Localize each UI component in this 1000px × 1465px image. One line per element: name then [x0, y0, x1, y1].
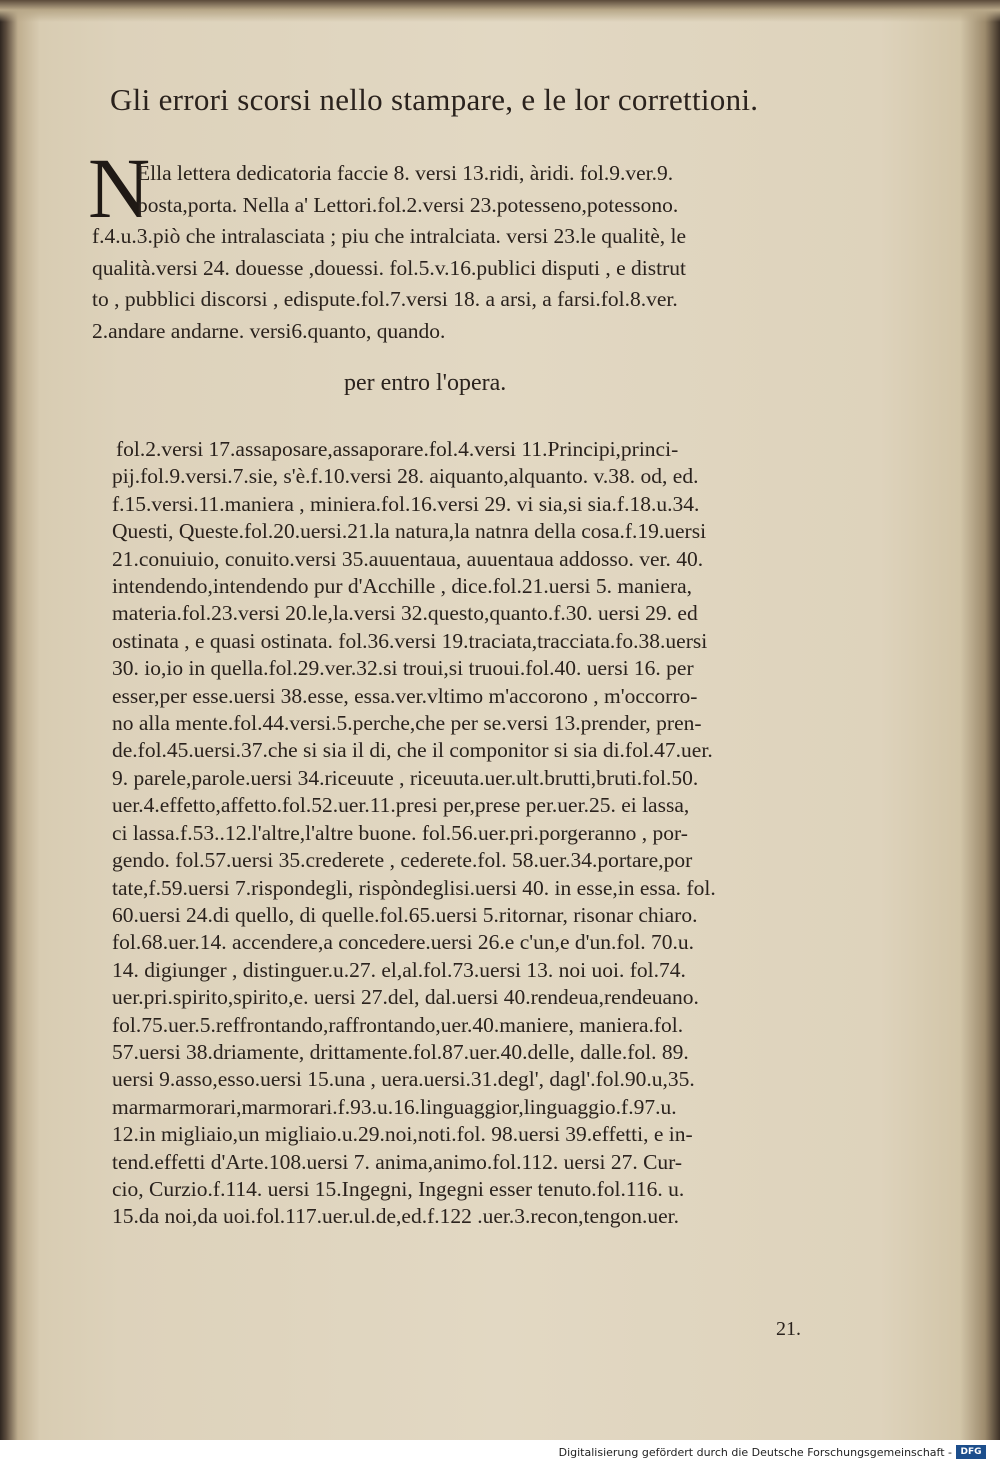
text-line: marmarmorari,marmorari.f.93.u.16.linguaggior,linguaggio.f.97.u.	[112, 1094, 677, 1119]
text-line: to , pubblici discorsi , edispute.fol.7.versi 18. a arsi, a farsi.fol.8.ver.	[92, 287, 678, 312]
text-line: Questi, Queste.fol.20.uersi.21.la natura,la natnra della cosa.f.19.uersi	[112, 519, 707, 544]
text-line: fol.75.uer.5.reffrontando,raffrontando,uer.40.maniere, maniera.fol.	[112, 1012, 684, 1037]
text-line: tend.effetti d'Arte.108.uersi 7. anima,animo.fol.112. uersi 27. Cur-	[112, 1149, 683, 1174]
drop-cap: N	[88, 140, 151, 236]
text-line: tate,f.59.uersi 7.rispondegli, rispòndeglisi.uersi 40. in esse,in essa. fol.	[112, 875, 716, 900]
text-line: cio, Curzio.f.114. uersi 15.Ingegni, Ingegni esser tenuto.fol.116. u.	[112, 1176, 685, 1201]
text-line: no alla mente.fol.44.versi.5.perche,che per se.versi 13.prender, pren-	[112, 711, 702, 736]
text-line: 9. parele,parole.uersi 34.riceuute , riceuuta.uer.ult.brutti,bruti.fol.50.	[112, 765, 699, 790]
text-line: intendendo,intendendo pur d'Acchille , dice.fol.21.uersi 5. maniera,	[112, 574, 693, 599]
errata-paragraph	[112, 436, 716, 1231]
text-line: 2.andare andarne. versi6.quanto, quando.	[92, 318, 446, 343]
text-line: posta,porta. Nella a' Lettori.fol.2.versi 23.potesseno,potessono.	[137, 192, 679, 217]
text-line: uersi 9.asso,esso.uersi 15.una , uera.uersi.31.degl', dagl'.fol.90.u,35.	[112, 1067, 695, 1092]
page-edge	[0, 0, 1000, 22]
text-line: 15.da noi,da uoi.fol.117.uer.ul.de,ed.f.122 .uer.3.recon,tengon.uer.	[112, 1204, 680, 1229]
text-line: f.15.versi.11.maniera , miniera.fol.16.versi 29. vi sia,si sia.f.18.u.34.	[112, 491, 700, 516]
text-line: de.fol.45.uersi.37.che si sia il di, che il componitor si sia di.fol.47.uer.	[112, 738, 713, 763]
text-line: materia.fol.23.versi 20.le,la.versi 32.questo,quanto.f.30. uersi 29. ed	[112, 601, 698, 626]
text-line: ci lassa.f.53..12.l'altre,l'altre buone. fol.56.uer.pri.porgeranno , por-	[112, 820, 688, 845]
text-line: fol.2.versi 17.assaposare,assaporare.fol.4.versi 11.Principi,princi-	[116, 437, 679, 461]
footer-credit: Digitalisierung gefördert durch die Deutsche Forschungsgemeinschaft -	[558, 1446, 952, 1459]
text-line: qualità.versi 24. douesse ,douessi. fol.5.v.16.publici disputi , e distrut	[92, 255, 686, 280]
text-line: 57.uersi 38.driamente, drittamente.fol.87.uer.40.delle, dalle.fol. 89.	[112, 1039, 689, 1064]
text-line: 60.uersi 24.di quello, di quelle.fol.65.uersi 5.ritornar, risonar chiaro.	[112, 902, 698, 927]
text-line: uer.4.effetto,affetto.fol.52.uer.11.presi per,prese per.uer.25. ei lassa,	[112, 793, 690, 818]
text-line: 30. io,io in quella.fol.29.ver.32.si troui,si truoui.fol.40. uersi 16. per	[112, 656, 694, 681]
text-line: 14. digiunger , distinguer.u.27. el,al.fol.73.uersi 13. noi uoi. fol.74.	[112, 957, 686, 982]
text-line: Ella lettera dedicatoria faccie 8. versi 13.ridi, àridi. fol.9.ver.9.	[137, 161, 674, 185]
text-line: esser,per esse.uersi 38.esse, essa.ver.vltimo m'accorono , m'occorro-	[112, 683, 698, 708]
text-line: gendo. fol.57.uersi 35.crederete , cederete.fol. 58.uer.34.portare,por	[112, 848, 693, 873]
text-line: 21.conuiuio, conuito.versi 35.auuentaua, auuentaua addosso. ver. 40.	[112, 546, 704, 571]
text-line: fol.68.uer.14. accendere,a concedere.uersi 26.e c'un,e d'un.fol. 70.u.	[112, 930, 695, 955]
page-number: 21.	[776, 1318, 801, 1340]
text-line: uer.pri.spirito,spirito,e. uersi 27.del, dal.uersi 40.rendeua,rendeuano.	[112, 985, 699, 1010]
dfg-logo: DFG	[956, 1445, 986, 1459]
page-title: Gli errori scorsi nello stampare, e le lor correttioni.	[110, 82, 759, 117]
intro-paragraph	[92, 158, 686, 348]
text-line: 12.in migliaio,un migliaio.u.29.noi,noti.fol. 98.uersi 39.effetti, e in-	[112, 1122, 693, 1147]
text-line: pij.fol.9.versi.7.sie, s'è.f.10.versi 28. aiquanto,alquanto. v.38. od, ed.	[112, 464, 699, 489]
text-line: f.4.u.3.piò che intralasciata ; piu che intralciata. versi 23.le qualitè, le	[92, 224, 687, 249]
text-line: ostinata , e quasi ostinata. fol.36.versi 19.traciata,tracciata.fo.38.uersi	[112, 628, 708, 653]
section-heading: per entro l'opera.	[344, 370, 507, 396]
